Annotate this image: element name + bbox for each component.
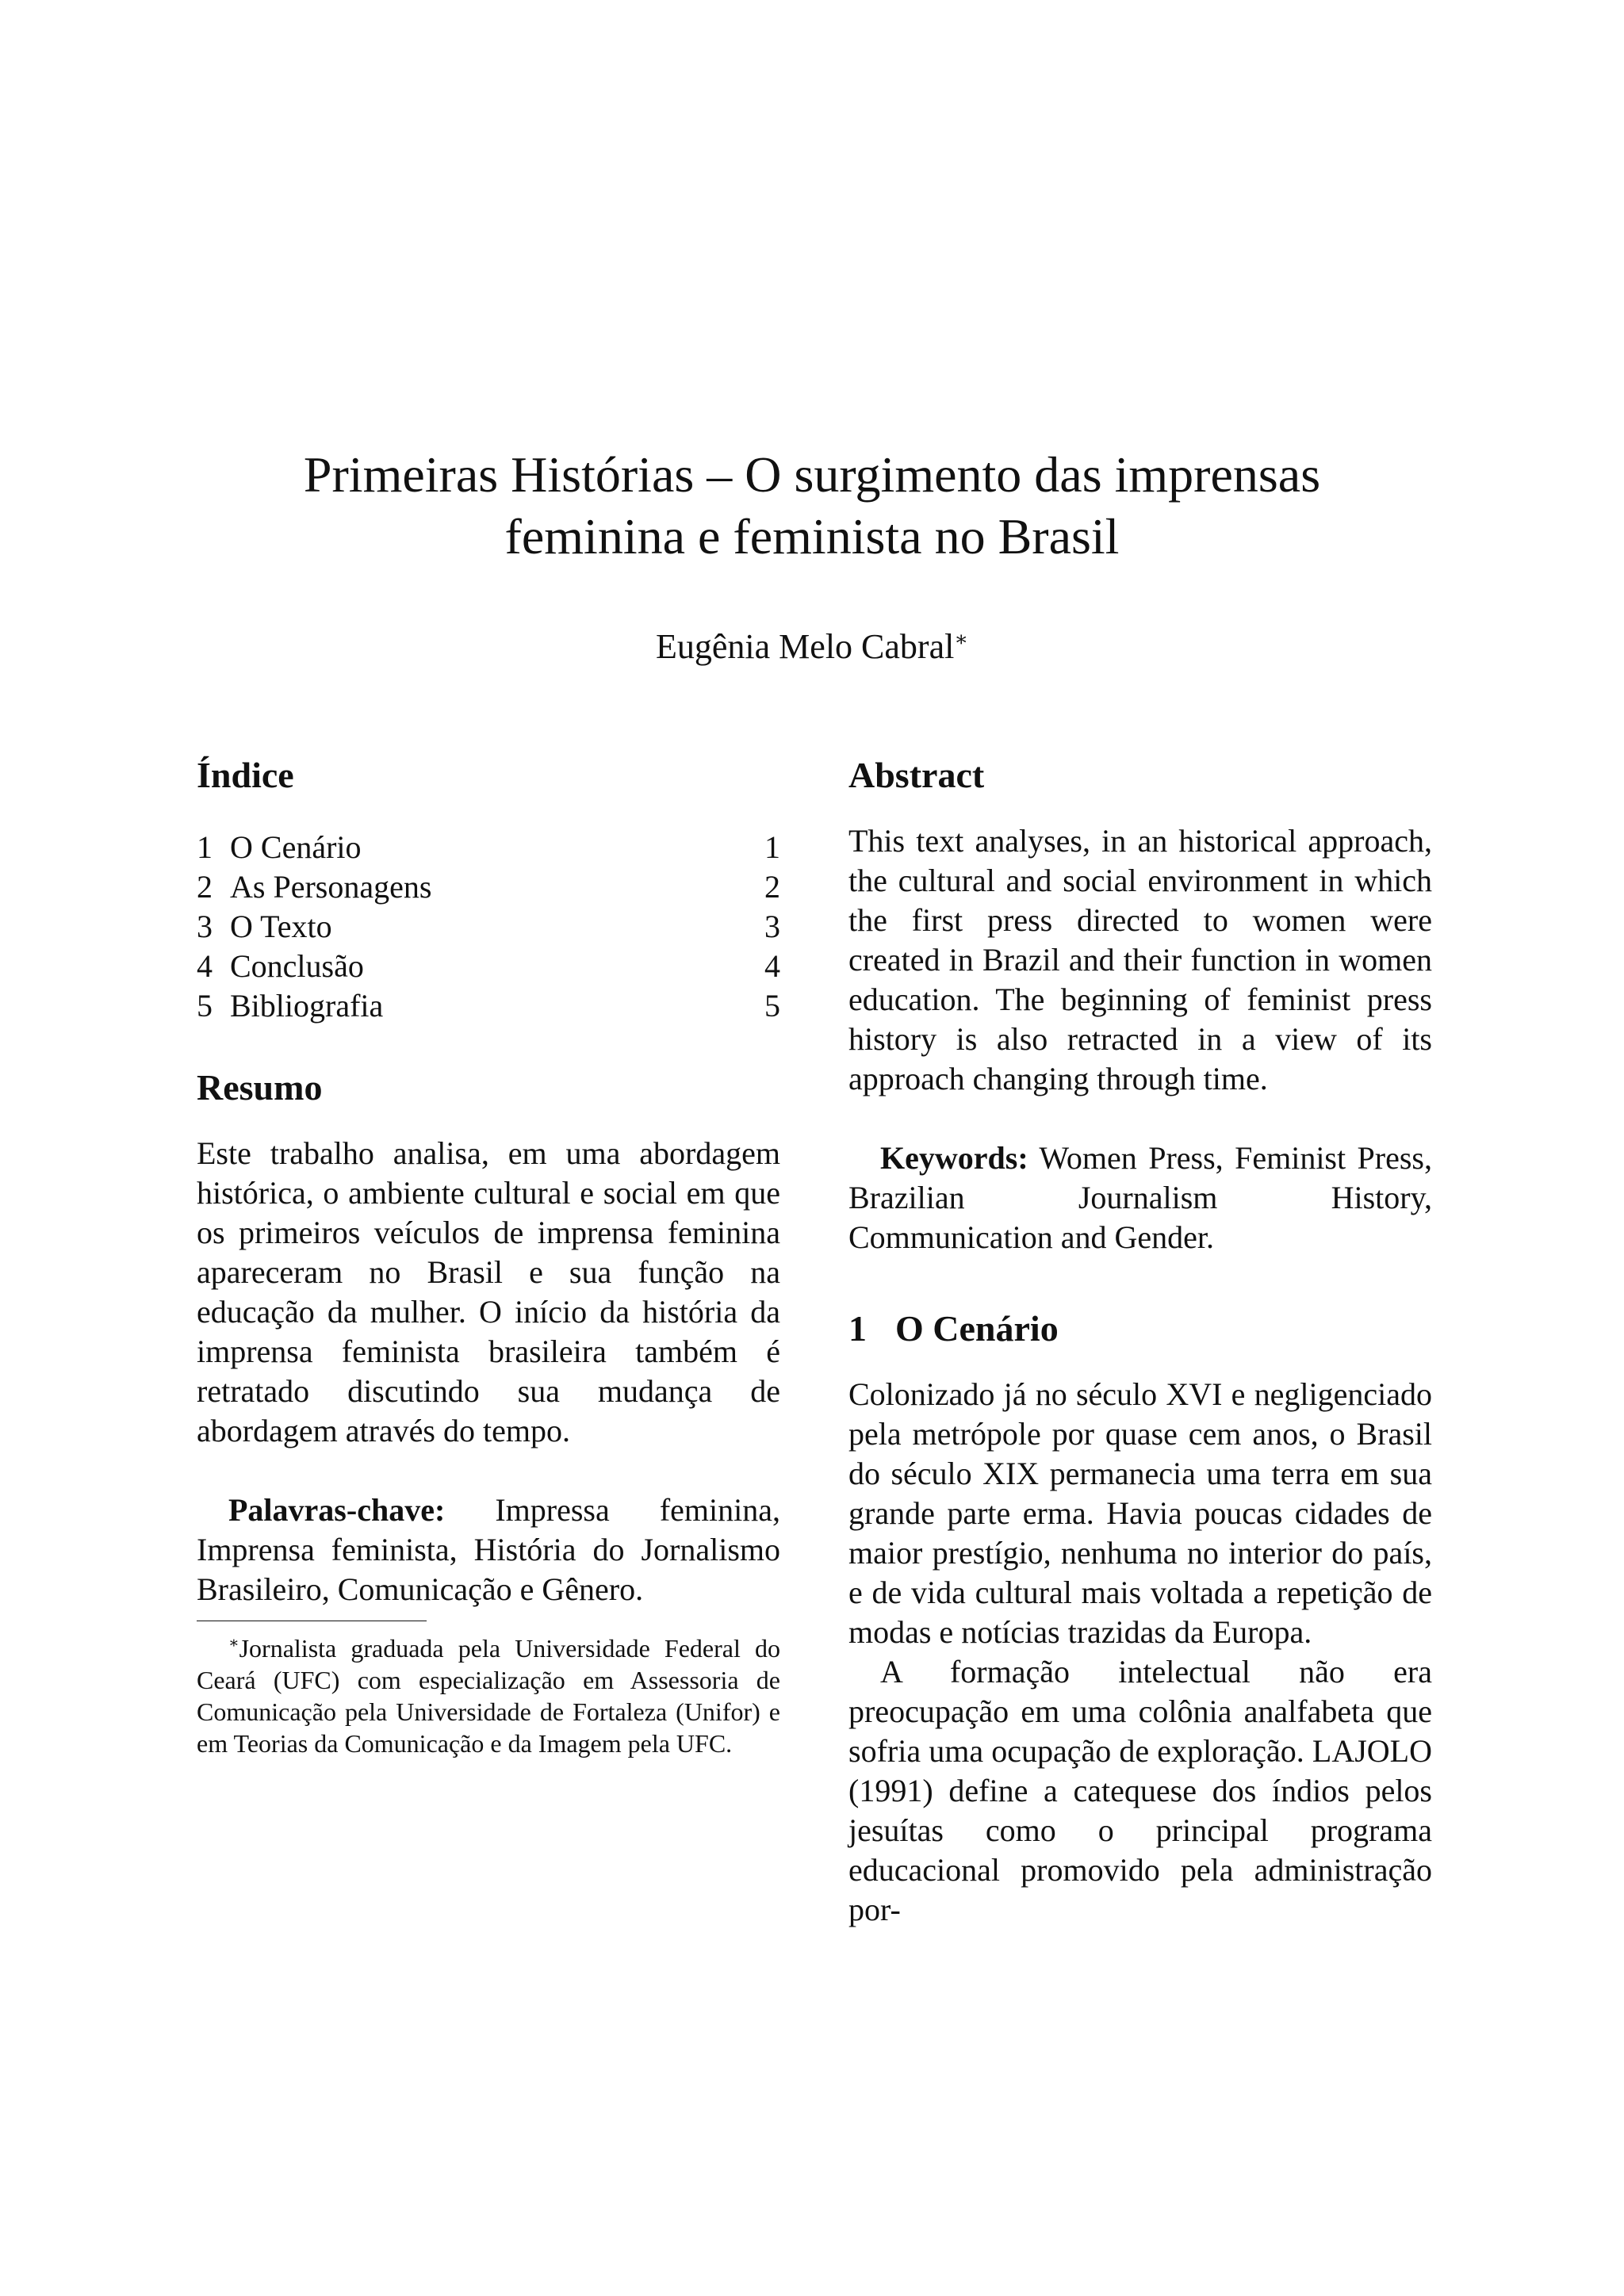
toc-item-number: 1 <box>197 829 213 865</box>
title-line-1: Primeiras Histórias – O surgimento das imprensas <box>303 446 1321 503</box>
section-1-paragraph-2: A formação intelectual não era preocupação em uma colônia analfabeta que sofria uma ocupação de exploração. LAJOLO (1991) define a catequese dos índios pelos jesuítas como o principal programa educacional promovido pela administração por- <box>848 1654 1432 1927</box>
author-line <box>0 625 1624 669</box>
resumo-heading: Resumo <box>197 1067 323 1108</box>
right-column <box>848 753 1432 1930</box>
author-name: Eugênia Melo Cabral <box>656 627 955 666</box>
footnote <box>197 1632 780 1759</box>
toc-item-page: 5 <box>764 988 780 1024</box>
palavras-chave <box>197 1490 780 1609</box>
section-1-number: 1 <box>848 1308 867 1349</box>
abstract-heading: Abstract <box>848 755 985 795</box>
toc-item-label: Bibliografia <box>230 988 384 1024</box>
author-footnote-mark: ∗ <box>954 627 968 651</box>
toc-item-page: 3 <box>764 909 780 944</box>
toc-item-label: O Texto <box>230 909 332 944</box>
toc-item-label: As Personagens <box>230 869 432 905</box>
toc-item[interactable] <box>197 907 780 947</box>
paper-title <box>0 444 1624 568</box>
toc-item-number: 3 <box>197 909 213 944</box>
toc-item-page: 2 <box>764 869 780 905</box>
keywords <box>848 1138 1432 1257</box>
section-1-heading <box>848 1307 1432 1351</box>
keywords-label: Keywords: <box>880 1140 1028 1176</box>
keywords-text: Women Press, Feminist Press, Brazilian Journalism History, Communication and Gender. <box>848 1140 1432 1255</box>
toc-item[interactable] <box>197 828 780 867</box>
toc-item-label: O Cenário <box>230 829 362 865</box>
left-column <box>197 753 780 1759</box>
toc-item[interactable] <box>197 867 780 907</box>
toc-item-number: 5 <box>197 988 213 1024</box>
toc-heading: Índice <box>197 755 294 795</box>
section-1-title: O Cenário <box>895 1308 1059 1349</box>
title-line-2: feminina e feminista no Brasil <box>504 508 1120 564</box>
toc-item-page: 1 <box>764 829 780 865</box>
resumo-text: Este trabalho analisa, em uma abordagem histórica, o ambiente cultural e social em que os primeiros veículos de imprensa feminina apareceram no Brasil e sua função na educação da mulher. O início da história da imprensa feminista brasileira também é retratado discutindo sua mudança de abordagem através do tempo. <box>197 1135 780 1448</box>
footnote-text: Jornalista graduada pela Universidade Federal do Ceará (UFC) com especialização em Assessoria de Comunicação pela Universidade de Fortaleza (Unifor) e em Teorias da Comunicação e da Imagem pela UFC. <box>197 1634 780 1758</box>
section-1-paragraph-1: Colonizado já no século XVI e negligenciado pela metrópole por quase cem anos, o Brasil do século XIX permanecia uma terra em sua grande parte erma. Havia poucas cidades de maior prestígio, nenhuma no interior do país, e de vida cultural mais voltada a repetição de modas e notícias trazidas da Europa. <box>848 1376 1432 1650</box>
toc-item-number: 2 <box>197 869 213 905</box>
footnote-mark: ∗ <box>228 1634 239 1652</box>
toc-item-page: 4 <box>764 948 780 984</box>
table-of-contents <box>197 828 780 1026</box>
toc-item[interactable] <box>197 947 780 986</box>
toc-item-number: 4 <box>197 948 213 984</box>
toc-item-label: Conclusão <box>230 948 364 984</box>
abstract-text: This text analyses, in an historical approach, the cultural and social environment in which the first press directed to women were created in Brazil and their function in women education. The beginning of feminist press history is also retracted in a view of its approach changing through time. <box>848 823 1432 1096</box>
palavras-chave-text: Impressa feminina, Imprensa feminista, História do Jornalismo Brasileiro, Comunicação e Gênero. <box>197 1492 780 1607</box>
palavras-chave-label: Palavras-chave: <box>228 1492 446 1528</box>
toc-item[interactable] <box>197 986 780 1026</box>
